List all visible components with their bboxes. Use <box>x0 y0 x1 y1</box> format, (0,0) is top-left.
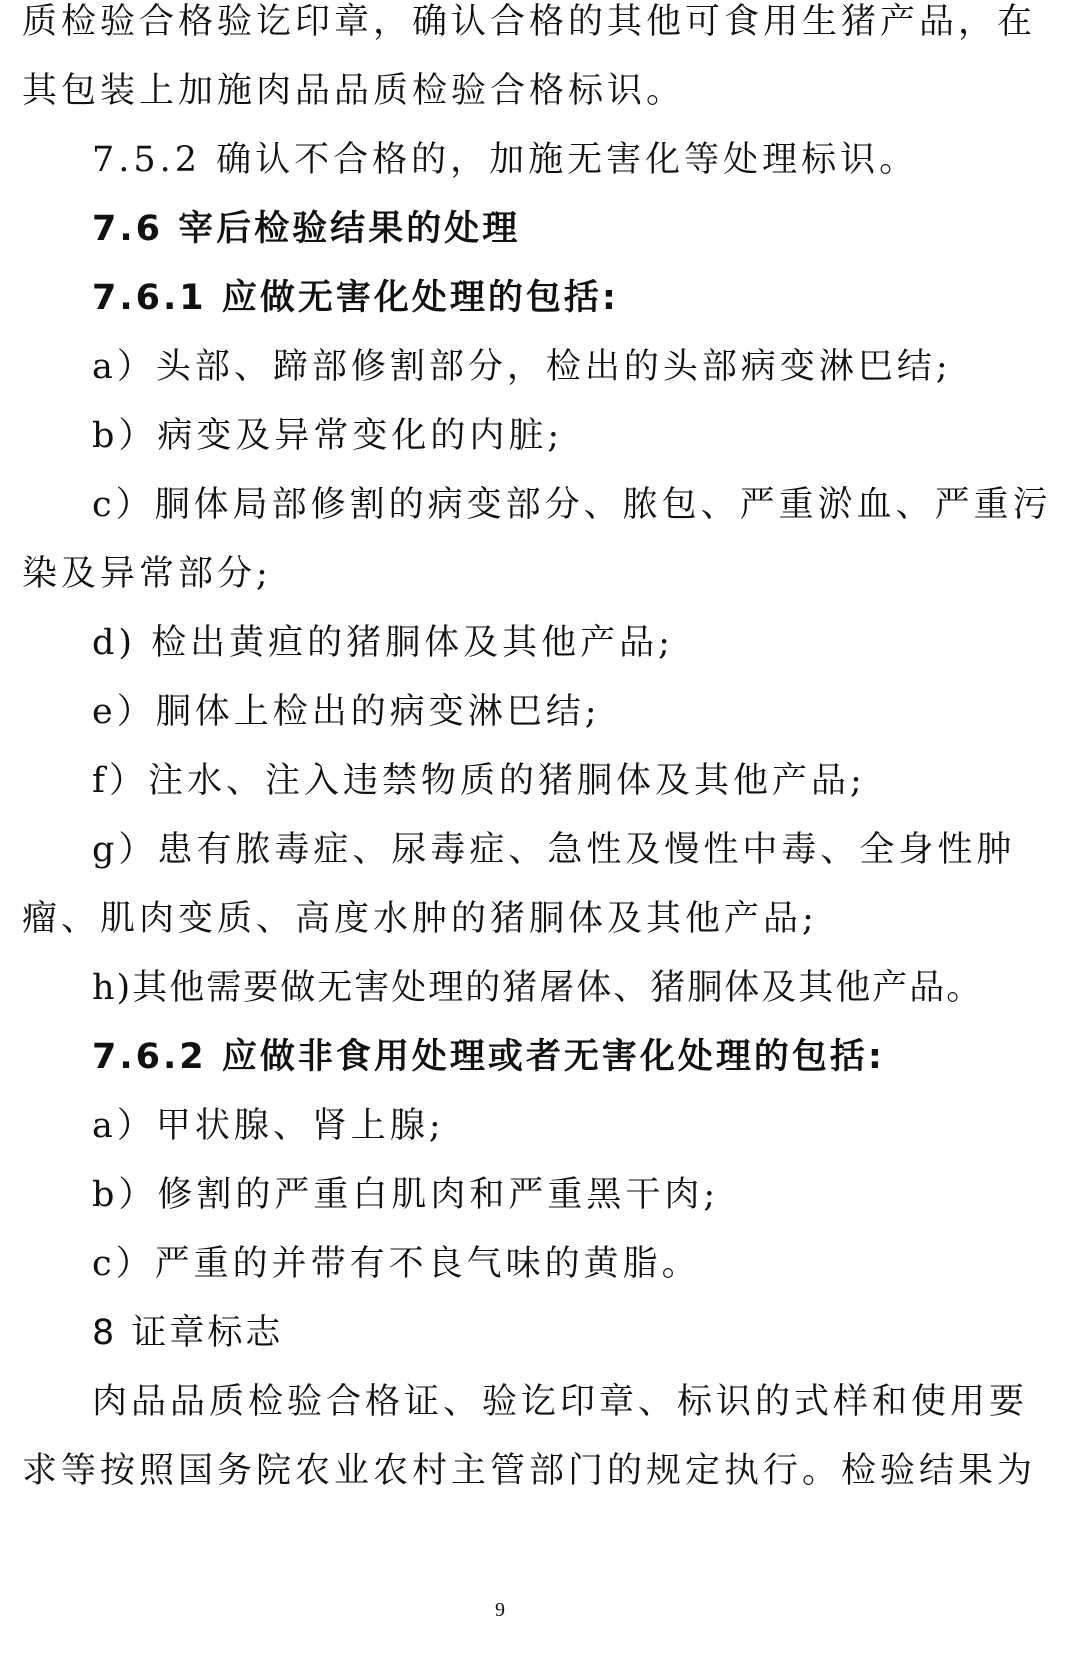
list-item: h)其他需要做无害处理的猪屠体、猪胴体及其他产品。 <box>92 968 984 1008</box>
section-heading-7-6: 7.6 宰后检验结果的处理 <box>92 209 521 249</box>
list-item: a）甲状腺、肾上腺; <box>92 1106 445 1146</box>
body-text-line: 7.5.2 确认不合格的，加施无害化等处理标识。 <box>92 140 919 180</box>
list-item-continuation: 染及异常部分; <box>22 554 272 594</box>
list-item: c）胴体局部修割的病变部分、脓包、严重淤血、严重污 <box>92 485 1052 525</box>
list-item-continuation: 瘤、肌肉变质、高度水肿的猪胴体及其他产品; <box>22 899 818 939</box>
page-number: 9 <box>495 1599 505 1621</box>
list-item: e）胴体上检出的病变淋巴结; <box>92 692 601 732</box>
body-text-line: 肉品品质检验合格证、验讫印章、标识的式样和使用要 <box>92 1382 1029 1422</box>
section-heading-7-6-1: 7.6.1 应做无害化处理的包括: <box>92 278 619 318</box>
list-item: c）严重的并带有不良气味的黄脂。 <box>92 1244 701 1284</box>
list-item: a）头部、蹄部修割部分，检出的头部病变淋巴结; <box>92 347 952 387</box>
body-text-line: 求等按照国务院农业农村主管部门的规定执行。检验结果为 <box>22 1451 1037 1491</box>
list-item: f）注水、注入违禁物质的猪胴体及其他产品; <box>92 761 866 801</box>
section-heading-7-6-2: 7.6.2 应做非食用处理或者无害化处理的包括: <box>92 1037 885 1077</box>
list-item: d) 检出黄疸的猪胴体及其他产品; <box>92 623 674 663</box>
body-text-line: 其包装上加施肉品品质检验合格标识。 <box>22 71 686 111</box>
body-text-line: 质检验合格验讫印章，确认合格的其他可食用生猪产品，在 <box>22 2 1037 42</box>
list-item: b）修割的严重白肌肉和严重黑干肉; <box>92 1175 720 1215</box>
list-item: g）患有脓毒症、尿毒症、急性及慢性中毒、全身性肿 <box>92 830 1016 870</box>
section-heading-8: 8 证章标志 <box>92 1313 284 1353</box>
list-item: b）病变及异常变化的内脏; <box>92 416 564 456</box>
